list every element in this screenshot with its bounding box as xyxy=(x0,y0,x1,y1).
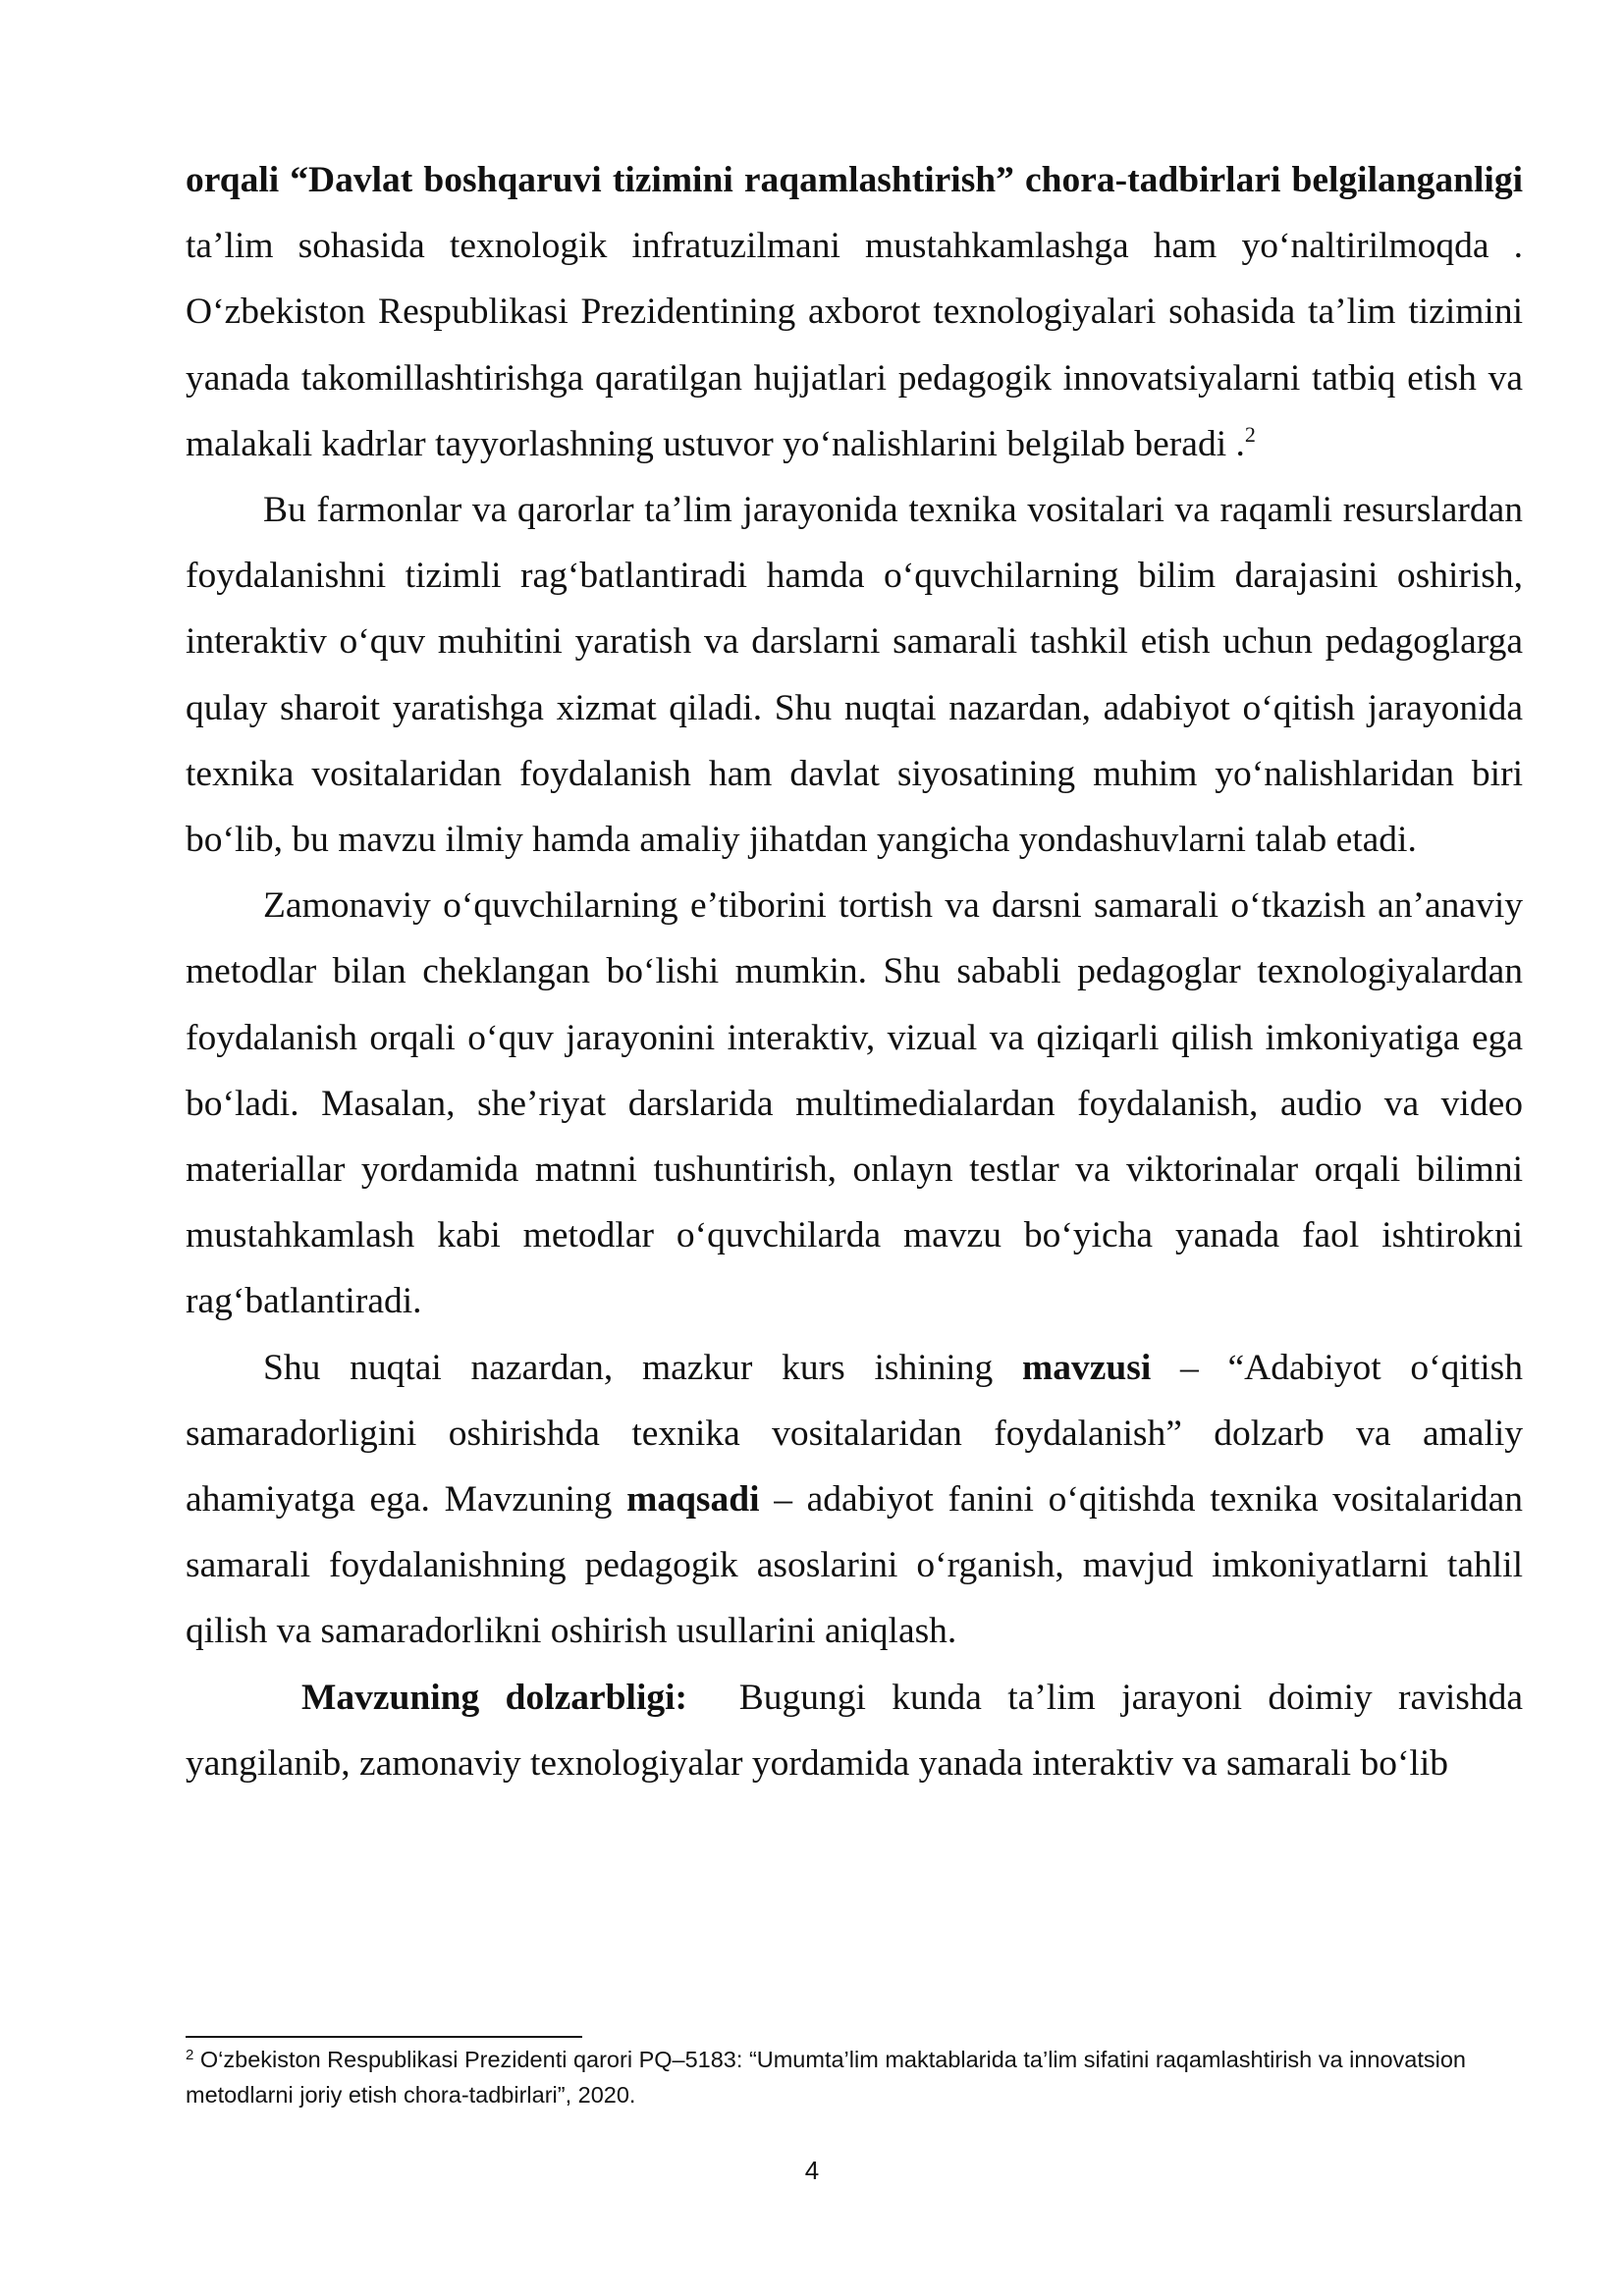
main-text xyxy=(186,147,1533,1796)
paragraph-5 xyxy=(186,1665,1533,1796)
paragraph-2-text: Bu farmonlar va qarorlar ta’lim jarayonida texnika vositalari va raqamli resurslardan foydalanishni tizimli rag‘batlantiradi hamda o‘quvchilarning bilim darajasini oshirish, interaktiv o‘quv muhitini yaratish va darslarni samarali tashkil etish uchun pedagoglarga qulay sharoit yaratishga xizmat qiladi. Shu nuqtai nazardan, adabiyot o‘qitish jarayonida texnika vositalaridan foydalanish ham davlat siyosatining muhim yo‘nalishlaridan biri bo‘lib, bu mavzu ilmiy hamda amaliy jihatdan yangicha yondashuvlarni talab etadi. xyxy=(186,490,1523,861)
paragraph-4-text-b: – “Adabiyot o‘qitish samaradorligini oshirishda texnika vositalaridan foydalanish” dolzarb va amaliy ahamiyatga ega. Mavzuning xyxy=(186,1347,1524,1521)
footnote-separator xyxy=(186,2036,582,2038)
paragraph-4 xyxy=(186,1335,1523,1665)
footnote-reference[interactable]: 2 xyxy=(1244,421,1256,447)
paragraph-3-text: Zamonaviy o‘quvchilarning e’tiborini tortish va darsni samarali o‘tkazish an’anaviy metodlar bilan cheklangan bo‘lishi mumkin. Shu sababli pedagoglar texnologiyalardan foydalanish orqali o‘quv jarayonini interaktiv, vizual va qiziqarli qilish imkoniyatiga ega bo‘ladi. Masalan, she’riyat darslarida multimedialardan foydalanish, audio va video materiallar yordamida matnni tushuntirish, onlayn testlar va viktorinalar orqali bilimni mustahkamlash kabi metodlar o‘quvchilarda mavzu bo‘yicha yanada faol ishtirokni rag‘batlantiradi. xyxy=(186,885,1523,1322)
paragraph-1-text: ta’lim sohasida texnologik infratuzilmani mustahkamlashga ham yo‘naltirilmoqda . O‘zbekiston Respublikasi Prezidentining axborot texnologiyalari sohasida ta’lim tizimini yanada takomillashtirishga qaratilgan hujjatlari pedagogik innovatsiyalarni tatbiq etish va malakali kadrlar tayyorlashning ustuvor yo‘nalishlarini belgilab beradi . xyxy=(186,226,1523,464)
paragraph-4-text-c: – adabiyot fanini o‘qitishda texnika vositalaridan samarali foydalanishning pedagogik asoslarini o‘rganish, mavjud imkoniyatlarni tahlil qilish va samaradorlikni oshirish usullarini aniqlash. xyxy=(186,1479,1523,1652)
paragraph-4-text-a: Shu nuqtai nazardan, mazkur kurs ishining xyxy=(263,1347,1023,1388)
paragraph-3 xyxy=(186,873,1523,1334)
paragraph-1 xyxy=(186,147,1523,477)
footnote-number: 2 xyxy=(186,2047,194,2063)
paragraph-1-bold-lead: orqali “Davlat boshqaruvi tizimini raqamlashtirish” chora-tadbirlari belgilanganligi xyxy=(186,160,1523,200)
page-number: 4 xyxy=(804,2156,820,2185)
paragraph-4-bold-mavzusi: mavzusi xyxy=(1022,1347,1152,1388)
footnote-text: O‘zbekiston Respublikasi Prezidenti qarori PQ–5183: “Umumta’lim maktablarida ta’lim sifatini raqamlashtirish va innovatsion metodlarni joriy etish chora-tadbirlari”, 2020. xyxy=(186,2047,1466,2108)
paragraph-4-bold-maqsadi: maqsadi xyxy=(626,1479,760,1521)
footnote xyxy=(186,2042,1523,2112)
paragraph-5-text: Bugungi kunda ta’lim jarayoni doimiy ravishda yangilanib, zamonaviy texnologiyalar yordamida yanada interaktiv va samarali bo‘lib xyxy=(186,1677,1533,1784)
paragraph-5-bold-lead: Mavzuning dolzarbligi: xyxy=(301,1677,688,1718)
paragraph-2 xyxy=(186,477,1523,873)
